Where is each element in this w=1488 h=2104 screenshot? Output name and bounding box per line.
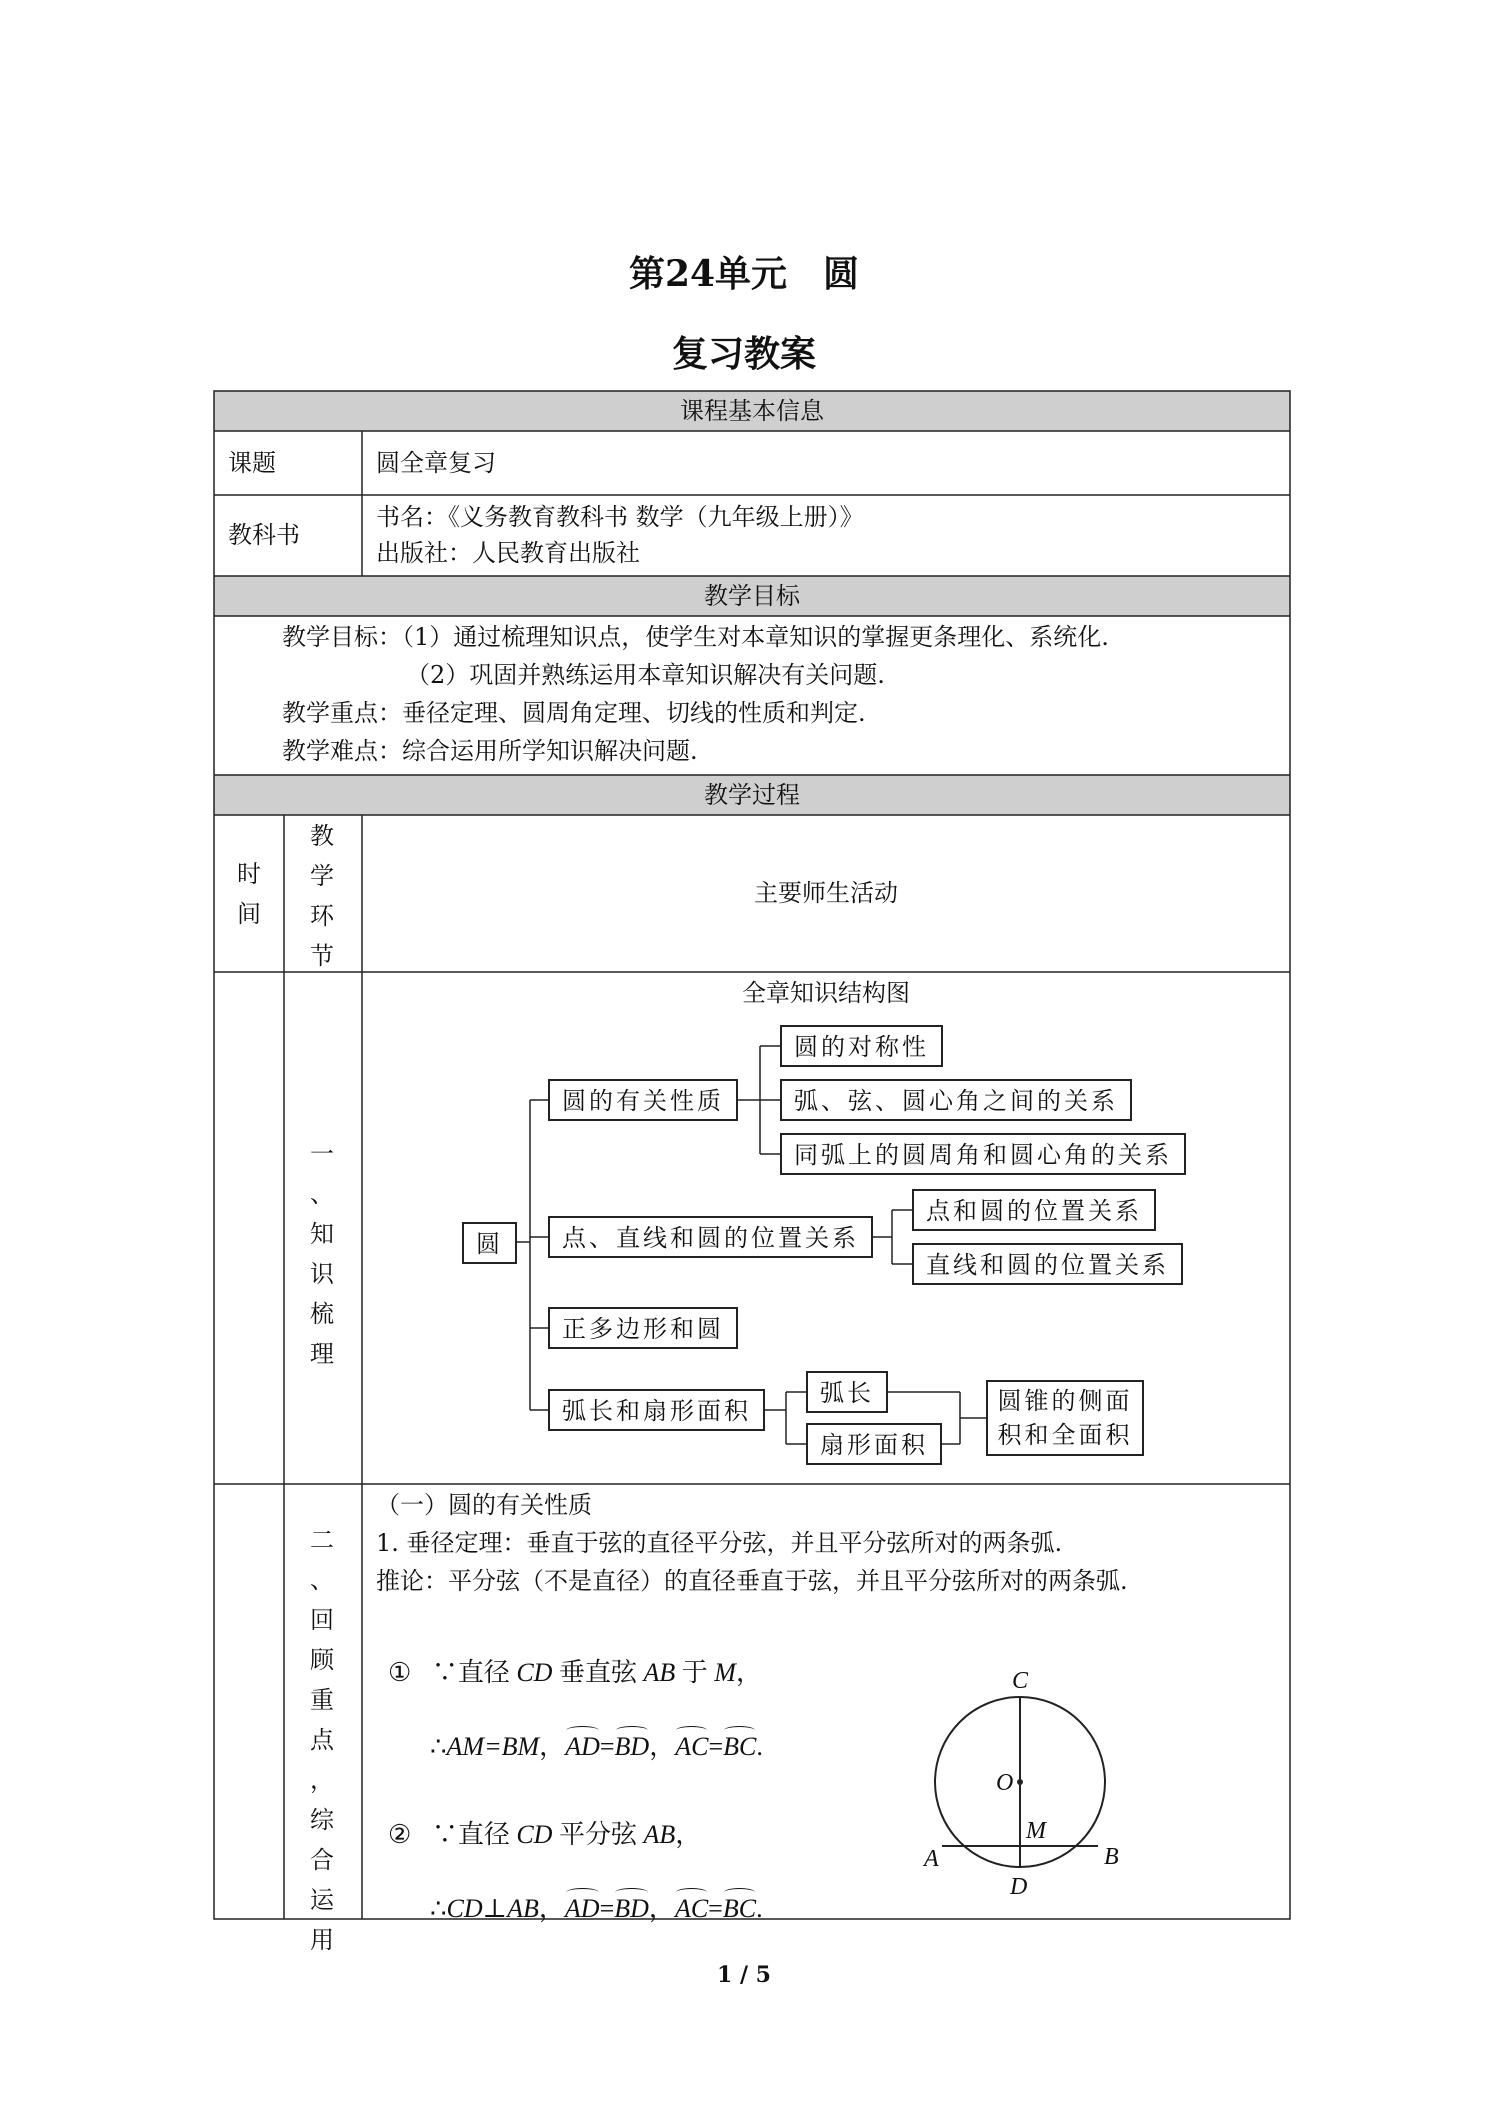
var-ab: AB — [643, 1820, 676, 1849]
therefore-symbol: ∴ — [430, 1894, 447, 1923]
text: ， — [735, 1658, 762, 1687]
label-m: M — [1026, 1818, 1046, 1844]
since-symbol: ∵ — [431, 1658, 458, 1687]
text: . — [756, 1732, 763, 1761]
stage1-label: 一 、 知 识 梳 理 — [310, 1140, 334, 1368]
case1-number: ① — [388, 1658, 412, 1687]
center-point — [1017, 1779, 1023, 1785]
page-title: 第24单元 圆 — [628, 253, 860, 295]
stage2-label: 二 、 回 顾 重 点 ， 综 合 运 用 — [310, 1526, 334, 1954]
map-node-arc-sector: 弧长和扇形面积 — [548, 1389, 765, 1431]
case2-conclusion — [430, 1888, 763, 1925]
map-node-properties: 圆的有关性质 — [548, 1079, 738, 1121]
map-title: 全章知识结构图 — [742, 979, 910, 1007]
var-cd: CD — [516, 1658, 553, 1687]
text: 于 — [681, 1658, 708, 1687]
text: . — [756, 1894, 763, 1923]
text: ， — [649, 1732, 676, 1761]
goal-key-points: 教学重点：垂径定理、圆周角定理、切线的性质和判定. — [282, 699, 866, 727]
map-node-cone-area — [986, 1380, 1144, 1456]
arc-bd: BD — [614, 1732, 650, 1761]
map-node-circle: 圆 — [462, 1222, 517, 1264]
page-number: 1 / 5 — [717, 1962, 771, 1988]
map-node-regular-polygon: 正多边形和圆 — [548, 1307, 738, 1349]
topic-value: 圆全章复习 — [376, 449, 496, 477]
label-a: A — [924, 1846, 939, 1872]
map-node-sector-area: 扇形面积 — [806, 1423, 942, 1465]
section-goals: 教学目标 — [704, 582, 800, 610]
col-activity: 主要师生活动 — [754, 879, 898, 907]
stage2-heading: （一）圆的有关性质 — [376, 1491, 592, 1519]
label-b: B — [1104, 1844, 1119, 1870]
goal-line-1: 教学目标：（1）通过梳理知识点，使学生对本章知识的掌握更条理化、系统化. — [282, 623, 1109, 651]
goal-line-2: （2）巩固并熟练运用本章知识解决有关问题. — [406, 661, 885, 689]
map-node-arc-length: 弧长 — [806, 1371, 888, 1413]
col-stage: 教 学 环 节 — [310, 822, 334, 970]
label-d: D — [1010, 1874, 1028, 1900]
arc-ac: AC — [675, 1732, 709, 1761]
text: ， — [675, 1820, 702, 1849]
section-basic-info: 课程基本信息 — [680, 397, 824, 425]
equals: = — [708, 1732, 724, 1761]
arc-ad: AD — [565, 1732, 600, 1761]
case1-conclusion — [430, 1726, 763, 1763]
text: 直径 — [457, 1658, 510, 1687]
text: 平分弦 — [558, 1820, 637, 1849]
therefore-symbol: ∴ — [430, 1732, 447, 1761]
map-node-same-arc-angles: 同弧上的圆周角和圆心角的关系 — [780, 1133, 1186, 1175]
arc-bc: BC — [723, 1732, 757, 1761]
map-node-position-relations: 点、直线和圆的位置关系 — [548, 1216, 873, 1258]
since-symbol: ∵ — [431, 1820, 458, 1849]
text: ， — [648, 1894, 675, 1923]
textbook-label: 教科书 — [228, 521, 300, 549]
var-ab: AB — [643, 1658, 676, 1687]
arc-bd: BD — [614, 1894, 649, 1923]
arc-bc: BC — [722, 1894, 757, 1923]
case1-premise — [388, 1652, 762, 1689]
arc-ad: AD — [564, 1894, 600, 1923]
topic-label: 课题 — [228, 449, 276, 477]
text: 直径 — [457, 1820, 510, 1849]
label-c: C — [1012, 1668, 1029, 1694]
equals: = — [599, 1894, 615, 1923]
eq-am-bm: AM=BM — [446, 1732, 540, 1761]
cone-line-2: 积和全面积 — [997, 1421, 1133, 1449]
case2-number: ② — [388, 1820, 412, 1849]
equals: = — [599, 1732, 615, 1761]
map-node-line-circle: 直线和圆的位置关系 — [912, 1243, 1183, 1285]
cone-line-1: 圆锥的侧面 — [997, 1387, 1133, 1415]
cd-perp-ab: CD⊥AB — [446, 1894, 539, 1923]
equals: = — [708, 1894, 723, 1923]
goal-difficulties: 教学难点：综合运用所学知识解决问题. — [282, 737, 698, 765]
arc-ac: AC — [674, 1894, 709, 1923]
circle-diagram — [900, 1660, 1140, 1910]
section-process: 教学过程 — [704, 781, 800, 809]
textbook-name: 书名：《义务教育教科书 数学（九年级上册）》 — [376, 503, 864, 531]
page-subtitle: 复习教案 — [671, 333, 816, 375]
col-time: 时 间 — [237, 860, 261, 928]
var-cd: CD — [516, 1820, 553, 1849]
text: ， — [539, 1732, 566, 1761]
text: 垂直弦 — [558, 1658, 637, 1687]
map-node-arc-chord-relation: 弧、弦、圆心角之间的关系 — [780, 1079, 1132, 1121]
var-m: M — [714, 1658, 736, 1687]
label-o: O — [996, 1770, 1014, 1796]
text: ， — [538, 1894, 565, 1923]
map-node-point-circle: 点和圆的位置关系 — [912, 1189, 1156, 1231]
theorem-text: 1. 垂径定理：垂直于弦的直径平分弦，并且平分弦所对的两条弧. — [376, 1529, 1063, 1557]
corollary-text: 推论：平分弦（不是直径）的直径垂直于弦，并且平分弦所对的两条弧. — [376, 1567, 1128, 1595]
map-node-symmetry: 圆的对称性 — [780, 1025, 943, 1067]
case2-premise — [388, 1814, 701, 1851]
textbook-publisher: 出版社：人民教育出版社 — [376, 539, 640, 567]
